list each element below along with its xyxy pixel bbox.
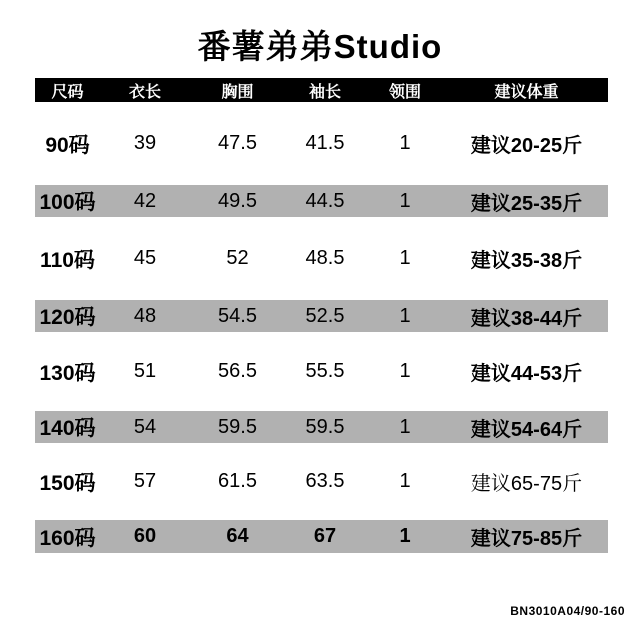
cell-weight: 建议75-85斤: [470, 528, 583, 550]
cell-size: 130码: [39, 361, 96, 385]
header-sleeve: 袖长: [308, 83, 341, 101]
cell-collar: 1: [399, 247, 411, 269]
cell-sleeve: 59.5: [305, 415, 345, 438]
table-row-90: [35, 102, 608, 185]
page-title: 番薯弟弟Studio: [197, 28, 443, 65]
cell-length: 48: [133, 304, 157, 327]
cell-chest: 47.5: [218, 132, 257, 154]
cell-size: 90码: [45, 133, 90, 157]
table-row-160: [35, 520, 608, 553]
cell-sleeve: 55.5: [305, 360, 345, 382]
cell-collar: 1: [399, 132, 411, 154]
cell-length: 54: [133, 415, 157, 438]
table-header-row: [35, 78, 608, 102]
table-row-100: [35, 185, 608, 217]
cell-length: 60: [133, 525, 157, 547]
cell-weight: 建议20-25斤: [470, 135, 583, 157]
header-size: 尺码: [51, 83, 84, 101]
table-row-140: [35, 411, 608, 443]
cell-chest: 52: [226, 247, 249, 269]
cell-sleeve: 41.5: [305, 132, 345, 154]
cell-size: 120码: [39, 306, 96, 329]
cell-sleeve: 48.5: [305, 247, 345, 269]
table-row-120: [35, 300, 608, 332]
size-chart-table: [35, 78, 608, 553]
table-row-110: [35, 217, 608, 300]
header-chest: 胸围: [221, 83, 254, 101]
cell-collar: 1: [399, 415, 411, 438]
cell-size: 140码: [39, 417, 96, 440]
header-weight: 建议体重: [494, 83, 559, 101]
cell-length: 57: [133, 470, 157, 492]
cell-length: 39: [133, 132, 157, 154]
cell-size: 100码: [39, 191, 96, 214]
cell-weight: 建议35-38斤: [470, 250, 583, 272]
cell-size: 160码: [39, 526, 96, 550]
product-code: BN3010A04/90-160: [510, 604, 625, 618]
cell-collar: 1: [399, 189, 411, 212]
header-collar: 领围: [388, 83, 421, 101]
cell-collar: 1: [399, 470, 411, 492]
cell-length: 51: [133, 360, 157, 382]
cell-chest: 61.5: [218, 470, 257, 492]
cell-sleeve: 44.5: [305, 189, 345, 212]
header-length: 衣长: [128, 83, 161, 101]
cell-chest: 49.5: [218, 189, 257, 212]
cell-collar: 1: [399, 304, 411, 327]
cell-size: 110码: [40, 248, 95, 272]
table-row-130: [35, 332, 608, 411]
cell-length: 45: [133, 247, 157, 269]
cell-weight: 建议54-64斤: [470, 418, 583, 441]
cell-chest: 54.5: [218, 304, 257, 327]
cell-sleeve: 67: [313, 525, 337, 547]
cell-weight: 建议65-75斤: [470, 473, 583, 495]
cell-collar: 1: [399, 525, 411, 547]
cell-length: 42: [133, 189, 157, 212]
cell-collar: 1: [399, 360, 411, 382]
cell-chest: 59.5: [218, 415, 257, 438]
cell-size: 150码: [39, 471, 96, 495]
cell-sleeve: 52.5: [305, 304, 345, 327]
cell-weight: 建议25-35斤: [470, 192, 583, 215]
cell-weight: 建议38-44斤: [470, 307, 583, 330]
cell-weight: 建议44-53斤: [470, 363, 583, 385]
size-chart-table-container: [35, 78, 608, 553]
cell-chest: 64: [226, 525, 249, 547]
cell-sleeve: 63.5: [305, 470, 345, 492]
table-row-150: [35, 443, 608, 520]
cell-chest: 56.5: [218, 360, 257, 382]
